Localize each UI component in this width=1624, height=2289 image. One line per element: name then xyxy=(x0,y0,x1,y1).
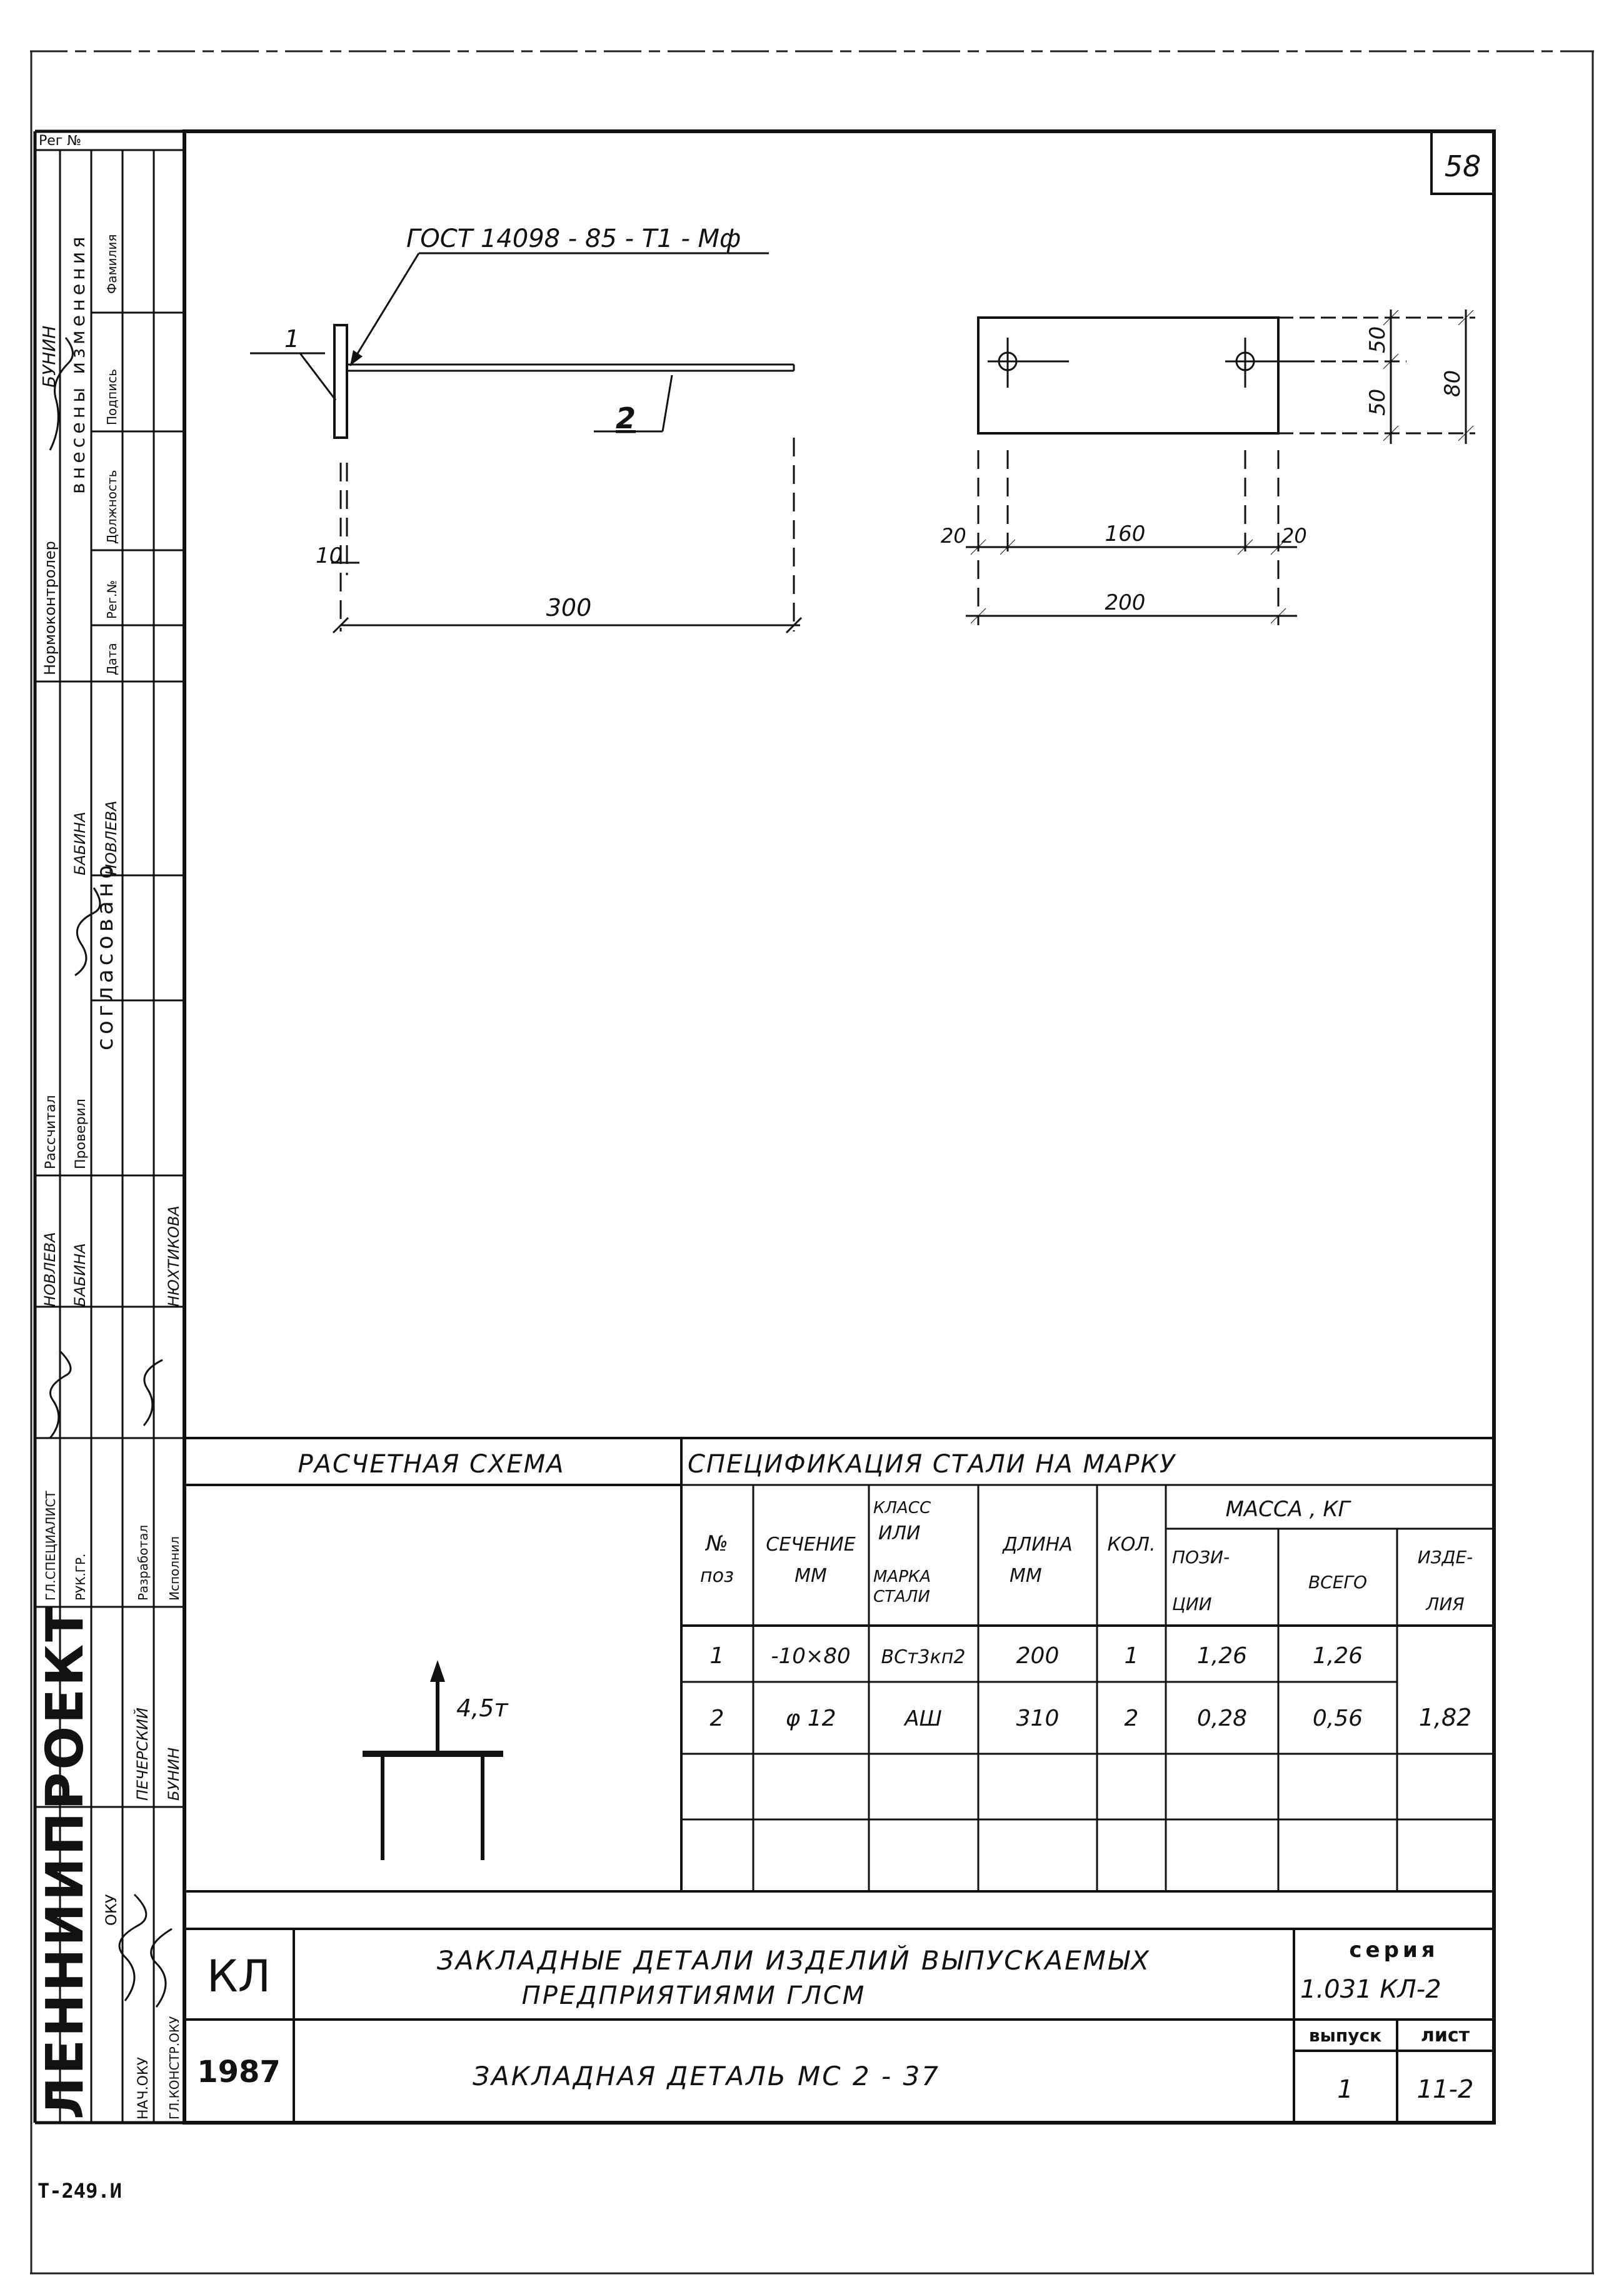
check-role-2: Проверил xyxy=(73,1099,89,1169)
series-label: серия xyxy=(1349,1938,1439,1963)
hdr-pos-2: поз xyxy=(700,1565,734,1587)
top-name-1: ПЕЧЕРСКИЙ xyxy=(134,1707,151,1801)
hdr-steel-1: КЛАСС xyxy=(873,1499,931,1517)
changes-col-reg: Рег.№ xyxy=(104,580,119,619)
changes-col-position: Должность xyxy=(104,470,119,544)
top-role-2: ГЛ.КОНСТР.ОКУ xyxy=(167,2016,182,2120)
side-view xyxy=(250,253,801,633)
row2-mass-pos: 0,28 xyxy=(1196,1706,1248,1731)
mid-name-3: НЮХТИКОВА xyxy=(165,1205,183,1307)
mid-role-3: Разработал xyxy=(136,1524,151,1601)
normcontrol-name: БУНИН xyxy=(39,325,59,388)
hdr-mass-total: ВСЕГО xyxy=(1308,1572,1368,1592)
sheet-number: 58 xyxy=(1444,149,1481,183)
row1-section: -10×80 xyxy=(771,1644,851,1669)
sheet-value: 11-2 xyxy=(1416,2075,1474,2104)
item-mass: 1,82 xyxy=(1418,1704,1472,1731)
scheme-figure xyxy=(363,1660,503,1860)
dept-code: КЛ xyxy=(206,1951,271,2002)
project-title-2: ПРЕДПРИЯТИЯМИ ГЛСМ xyxy=(521,1981,866,2010)
mid-name-1: НОВЛЕВА xyxy=(41,1232,59,1307)
hdr-length-1: ДЛИНА xyxy=(1003,1534,1073,1556)
changes-title: внесены изменения xyxy=(68,233,89,494)
top-role-1: НАЧ.ОКУ xyxy=(136,2056,151,2120)
top-role-3: ОКУ xyxy=(103,1894,120,1926)
hdr-steel-3: МАРКА xyxy=(873,1567,931,1586)
row2-qty: 2 xyxy=(1124,1706,1139,1731)
dim-50-bottom: 50 xyxy=(1365,388,1390,416)
dim-200: 200 xyxy=(1105,590,1146,615)
project-title-1: ЗАКЛАДНЫЕ ДЕТАЛИ ИЗДЕЛИЙ ВЫПУСКАЕМЫХ xyxy=(436,1945,1151,1976)
row2-steel: АШ xyxy=(905,1706,942,1731)
dim-50-top: 50 xyxy=(1365,326,1390,353)
plate-side xyxy=(334,325,347,438)
org-name: ЛЕННИИПРОЕКТ xyxy=(36,1604,95,2120)
agreed-label: согласовано xyxy=(93,861,118,1050)
dim-20-right: 20 xyxy=(1281,524,1307,548)
spec-title: СПЕЦИФИКАЦИЯ СТАЛИ НА МАРКУ xyxy=(688,1450,1176,1479)
mid-role-1: ГЛ.СПЕЦИАЛИСТ xyxy=(43,1491,58,1601)
hdr-mass-pos-2: ЦИИ xyxy=(1172,1594,1212,1614)
check-role-1: Рассчитал xyxy=(43,1095,59,1169)
dim-80: 80 xyxy=(1440,370,1465,397)
load-value: 4,5т xyxy=(456,1694,508,1722)
hdr-section-1: СЕЧЕНИЕ xyxy=(766,1534,856,1556)
row2-length: 310 xyxy=(1016,1706,1060,1731)
hdr-steel-2: ИЛИ xyxy=(878,1522,921,1544)
dim-160: 160 xyxy=(1105,521,1146,546)
row1-steel: ВСт3кп2 xyxy=(881,1646,966,1668)
row2-pos: 2 xyxy=(709,1706,724,1731)
hdr-section-2: ММ xyxy=(794,1565,827,1587)
dim-20-left: 20 xyxy=(941,524,966,548)
sheet-label: лист xyxy=(1420,2025,1470,2046)
mid-name-2: БАБИНА xyxy=(71,1243,89,1307)
weld-note: ГОСТ 14098 - 85 - Т1 - Мф xyxy=(406,224,741,253)
scheme-title: РАСЧЕТНАЯ СХЕМА xyxy=(298,1450,565,1479)
pos1-label: 1 xyxy=(284,325,300,353)
hdr-mass-pos-1: ПОЗИ- xyxy=(1172,1547,1230,1567)
hdr-mass: МАССА , КГ xyxy=(1225,1497,1350,1522)
spec-row-2 xyxy=(710,1706,1363,1731)
row2-mass-total: 0,56 xyxy=(1312,1706,1363,1731)
year: 1987 xyxy=(197,2055,281,2090)
weld-leader xyxy=(350,253,419,366)
top-name-2: БУНИН xyxy=(165,1747,183,1801)
footer-code: Т-249.И xyxy=(38,2179,122,2203)
hdr-mass-item-2: ЛИЯ xyxy=(1426,1594,1465,1614)
pos2-label: 2 xyxy=(616,401,636,435)
plate-plan xyxy=(966,309,1475,625)
check-name-1: БАБИНА xyxy=(71,812,89,875)
row1-length: 200 xyxy=(1016,1643,1060,1669)
hdr-steel-4: СТАЛИ xyxy=(873,1587,930,1606)
changes-col-signature: Подпись xyxy=(104,369,119,425)
mid-role-4: Исполнил xyxy=(167,1536,182,1601)
hdr-pos-1: № xyxy=(706,1531,728,1556)
changes-col-date: Дата xyxy=(104,643,119,675)
hdr-mass-item-1: ИЗДЕ- xyxy=(1417,1547,1473,1567)
row1-qty: 1 xyxy=(1124,1643,1139,1669)
row1-pos: 1 xyxy=(709,1643,724,1669)
series-value: 1.031 КЛ-2 xyxy=(1300,1975,1441,2004)
mid-role-2: РУК.ГР. xyxy=(73,1553,88,1601)
row2-section: φ 12 xyxy=(785,1706,836,1731)
hdr-length-2: ММ xyxy=(1010,1565,1042,1587)
row1-mass-pos: 1,26 xyxy=(1196,1643,1248,1669)
reg-label: Рег № xyxy=(39,133,82,149)
check-name-2: НОВЛЕВА xyxy=(103,800,120,875)
issue-label: выпуск xyxy=(1308,2025,1382,2046)
dim-length: 300 xyxy=(546,594,592,621)
hdr-qty: КОЛ. xyxy=(1107,1534,1156,1556)
normcontrol-label: Нормоконтролер xyxy=(41,541,59,675)
changes-col-surname: Фамилия xyxy=(104,234,119,294)
spec-row-1 xyxy=(710,1643,1363,1669)
dim-thickness: 10 xyxy=(316,543,343,568)
sheet-title: ЗАКЛАДНАЯ ДЕТАЛЬ МС 2 - 37 xyxy=(473,2061,940,2091)
plate-rect xyxy=(978,318,1278,433)
row1-mass-total: 1,26 xyxy=(1312,1643,1363,1669)
issue-value: 1 xyxy=(1337,2075,1353,2104)
